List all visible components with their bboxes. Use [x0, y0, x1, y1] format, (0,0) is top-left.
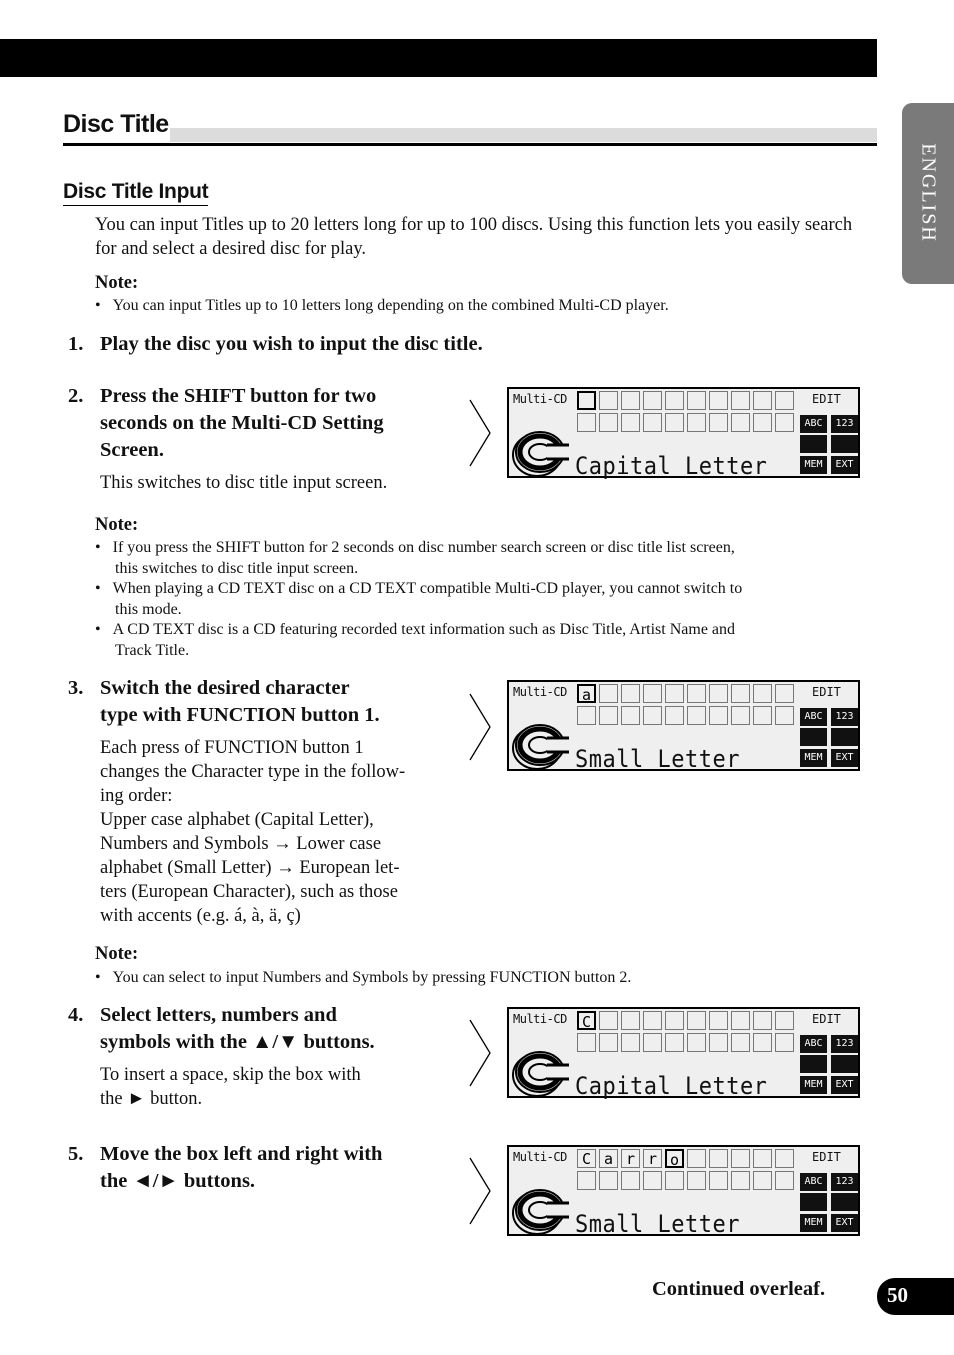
- disc-icon: [511, 722, 573, 770]
- blank-key: [831, 435, 858, 453]
- title-char-cell: [709, 1011, 728, 1030]
- title-char-cell: r: [621, 1149, 640, 1168]
- title-char-cell: [665, 413, 684, 432]
- blank-key: [800, 1193, 827, 1211]
- title-char-cell: [687, 391, 706, 410]
- lcd-source-label: Multi-CD: [513, 685, 567, 699]
- note-item: • If you press the SHIFT button for 2 seconds on disc number search screen or disc title list screen, this switches to disc title input screen.: [95, 539, 735, 577]
- title-char-cell: [643, 1171, 662, 1190]
- title-char-cell: [665, 706, 684, 725]
- title-char-cell: [753, 1033, 772, 1052]
- title-char-cell: [599, 684, 618, 703]
- header-bar: [0, 39, 877, 77]
- title-char-cell: [643, 706, 662, 725]
- character-mode-label: Small Letter: [575, 746, 740, 774]
- title-char-cell: [687, 413, 706, 432]
- blank-key: [800, 1055, 827, 1073]
- character-mode-label: Small Letter: [575, 1211, 740, 1239]
- note-label: Note:: [95, 515, 139, 535]
- title-char-cell: [665, 1011, 684, 1030]
- title-char-cell: [731, 413, 750, 432]
- title-char-cell: [687, 706, 706, 725]
- mem-key: MEM: [800, 456, 827, 474]
- title-char-cell: [577, 413, 596, 432]
- title-char-cell: [599, 1171, 618, 1190]
- title-char-cell: [775, 1149, 794, 1168]
- blank-key: [800, 728, 827, 746]
- title-char-cell: [621, 1171, 640, 1190]
- title-char-cell: [665, 1171, 684, 1190]
- title-char-cell: [599, 413, 618, 432]
- title-char-cell: [687, 1171, 706, 1190]
- note-item: • A CD TEXT disc is a CD featuring recorded text information such as Disc Title, Artist Name and Track Title.: [95, 621, 736, 659]
- step-5-number: 5.: [68, 1143, 84, 1165]
- note-item: • When playing a CD TEXT disc on a CD TEXT compatible Multi-CD player, you cannot switch to this mode.: [95, 580, 743, 618]
- lcd-source-label: Multi-CD: [513, 1012, 567, 1026]
- title-char-cell: [775, 1033, 794, 1052]
- step-1: 1. Play the disc you wish to input the disc title.: [68, 333, 483, 355]
- title-char-cell: [643, 1011, 662, 1030]
- step-3-title: Switch the desired character type with FUNCTION button 1.: [100, 677, 380, 726]
- title-char-cell: [599, 1033, 618, 1052]
- title-char-cell: [665, 391, 684, 410]
- title-char-cell: [599, 706, 618, 725]
- title-char-cell: [621, 1011, 640, 1030]
- character-mode-label: Capital Letter: [575, 1073, 768, 1101]
- step-4-number: 4.: [68, 1004, 84, 1026]
- title-char-cell: [643, 1033, 662, 1052]
- title-char-cell: [599, 1011, 618, 1030]
- title-char-cell: [731, 1033, 750, 1052]
- title-char-cell: a: [577, 684, 596, 703]
- title-char-cell: [775, 391, 794, 410]
- title-char-cell: r: [643, 1149, 662, 1168]
- abc-key: ABC: [800, 1035, 827, 1053]
- lcd-display: [507, 680, 860, 774]
- title-char-cell: [753, 1171, 772, 1190]
- title-char-cell: [687, 1011, 706, 1030]
- title-char-cell: [775, 1171, 794, 1190]
- num-key: 123: [831, 415, 858, 433]
- lcd-display: [507, 1007, 860, 1101]
- num-key: 123: [831, 1173, 858, 1191]
- title-char-cell: [621, 706, 640, 725]
- title-char-cell: [731, 684, 750, 703]
- title-char-cell: [709, 413, 728, 432]
- step-3-body: Each press of FUNCTION button 1 changes the Character type in the follow- ing order: Upper case alphabet (Capital Letter), Numbers and Symbols → Lower case alphabet (Small Letter) → European let- ters (European Character), such as those with accents (e.g. á, à, ä, ç): [100, 738, 406, 926]
- edit-label: EDIT: [812, 1150, 841, 1164]
- title-char-cell: [709, 1033, 728, 1052]
- title-char-cell: [775, 684, 794, 703]
- step-3-number: 3.: [68, 677, 84, 699]
- ext-key: EXT: [831, 1214, 858, 1232]
- abc-key: ABC: [800, 1173, 827, 1191]
- blank-key: [800, 435, 827, 453]
- language-tab: [902, 103, 954, 284]
- lcd-source-label: Multi-CD: [513, 392, 567, 406]
- title-char-cell: [621, 684, 640, 703]
- title-char-cell: [687, 684, 706, 703]
- step-4-title: Select letters, numbers and symbols with the ▲/▼ buttons.: [100, 1004, 375, 1053]
- abc-key: ABC: [800, 708, 827, 726]
- title-char-cell: [621, 391, 640, 410]
- title-char-cell: C: [577, 1149, 596, 1168]
- step-2-number: 2.: [68, 385, 84, 407]
- title-char-cell: [599, 391, 618, 410]
- title-char-cell: [775, 413, 794, 432]
- title-char-cell: [709, 1149, 728, 1168]
- num-key: 123: [831, 1035, 858, 1053]
- note-item: • You can input Titles up to 10 letters long depending on the combined Multi-CD player.: [95, 297, 669, 314]
- note-list: [95, 538, 855, 661]
- title-char-cell: [753, 706, 772, 725]
- title-char-cell: [775, 706, 794, 725]
- chevron-right-icon: [468, 1018, 493, 1088]
- page-number-box: [877, 1278, 954, 1315]
- title-char-cell: [621, 1033, 640, 1052]
- title-char-cell: [687, 1033, 706, 1052]
- title-char-cell: [643, 391, 662, 410]
- step-4-body: To insert a space, skip the box with the ► button.: [100, 1065, 361, 1109]
- title-char-cell: [709, 391, 728, 410]
- num-key: 123: [831, 708, 858, 726]
- ext-key: EXT: [831, 1076, 858, 1094]
- note-label: Note:: [95, 273, 139, 293]
- step-2-title: Press the SHIFT button for two seconds on the Multi-CD Setting Screen.: [100, 385, 384, 461]
- section-rule: [63, 143, 877, 146]
- abc-key: ABC: [800, 415, 827, 433]
- title-char-cell: [753, 1011, 772, 1030]
- intro-paragraph: You can input Titles up to 20 letters long for up to 100 discs. Using this function lets you easily search for and select a desired disc for play.: [95, 215, 853, 259]
- chevron-right-icon: [468, 692, 493, 762]
- step-5-title: Move the box left and right with the ◄/► buttons.: [100, 1143, 383, 1192]
- title-char-cell: [665, 684, 684, 703]
- title-char-cell: [665, 1033, 684, 1052]
- lcd-display: [507, 387, 860, 481]
- edit-label: EDIT: [812, 685, 841, 699]
- title-char-cell: C: [577, 1011, 596, 1030]
- title-char-cell: [731, 1011, 750, 1030]
- blank-key: [831, 1193, 858, 1211]
- title-char-cell: [577, 706, 596, 725]
- note-item: • You can select to input Numbers and Symbols by pressing FUNCTION button 2.: [95, 969, 632, 986]
- title-char-cell: [709, 684, 728, 703]
- title-char-cell: [753, 684, 772, 703]
- ext-key: EXT: [831, 749, 858, 767]
- disc-icon: [511, 1049, 573, 1097]
- title-char-cell: [687, 1149, 706, 1168]
- continued-note: Continued overleaf.: [652, 1278, 826, 1300]
- title-char-cell: o: [665, 1149, 684, 1168]
- mem-key: MEM: [800, 1076, 827, 1094]
- lcd-display: [507, 1145, 860, 1239]
- edit-label: EDIT: [812, 392, 841, 406]
- title-char-cell: [731, 1149, 750, 1168]
- edit-label: EDIT: [812, 1012, 841, 1026]
- mem-key: MEM: [800, 749, 827, 767]
- ext-key: EXT: [831, 456, 858, 474]
- title-char-cell: [731, 391, 750, 410]
- title-char-cell: [643, 684, 662, 703]
- step-2-body: This switches to disc title input screen.: [100, 473, 388, 493]
- title-char-cell: [753, 413, 772, 432]
- section-title: Disc Title: [63, 110, 169, 138]
- title-char-cell: [577, 391, 596, 410]
- section-title-shade: [170, 128, 877, 142]
- title-char-cell: [753, 1149, 772, 1168]
- title-char-cell: [753, 391, 772, 410]
- language-label: ENGLISH: [917, 143, 940, 243]
- disc-icon: [511, 429, 573, 477]
- title-char-cell: [577, 1033, 596, 1052]
- lcd-source-label: Multi-CD: [513, 1150, 567, 1164]
- title-char-cell: [577, 1171, 596, 1190]
- character-mode-label: Capital Letter: [575, 453, 768, 481]
- title-char-cell: [709, 706, 728, 725]
- title-char-cell: [621, 413, 640, 432]
- page-number: 50: [887, 1283, 908, 1307]
- blank-key: [831, 1055, 858, 1073]
- title-char-cell: [731, 706, 750, 725]
- title-char-cell: a: [599, 1149, 618, 1168]
- title-char-cell: [775, 1011, 794, 1030]
- title-char-cell: [709, 1171, 728, 1190]
- chevron-right-icon: [468, 1156, 493, 1226]
- chevron-right-icon: [468, 398, 493, 468]
- disc-icon: [511, 1187, 573, 1235]
- note-label: Note:: [95, 944, 139, 964]
- blank-key: [831, 728, 858, 746]
- title-char-cell: [731, 1171, 750, 1190]
- title-char-cell: [643, 413, 662, 432]
- mem-key: MEM: [800, 1214, 827, 1232]
- subsection-title: Disc Title Input: [63, 180, 208, 206]
